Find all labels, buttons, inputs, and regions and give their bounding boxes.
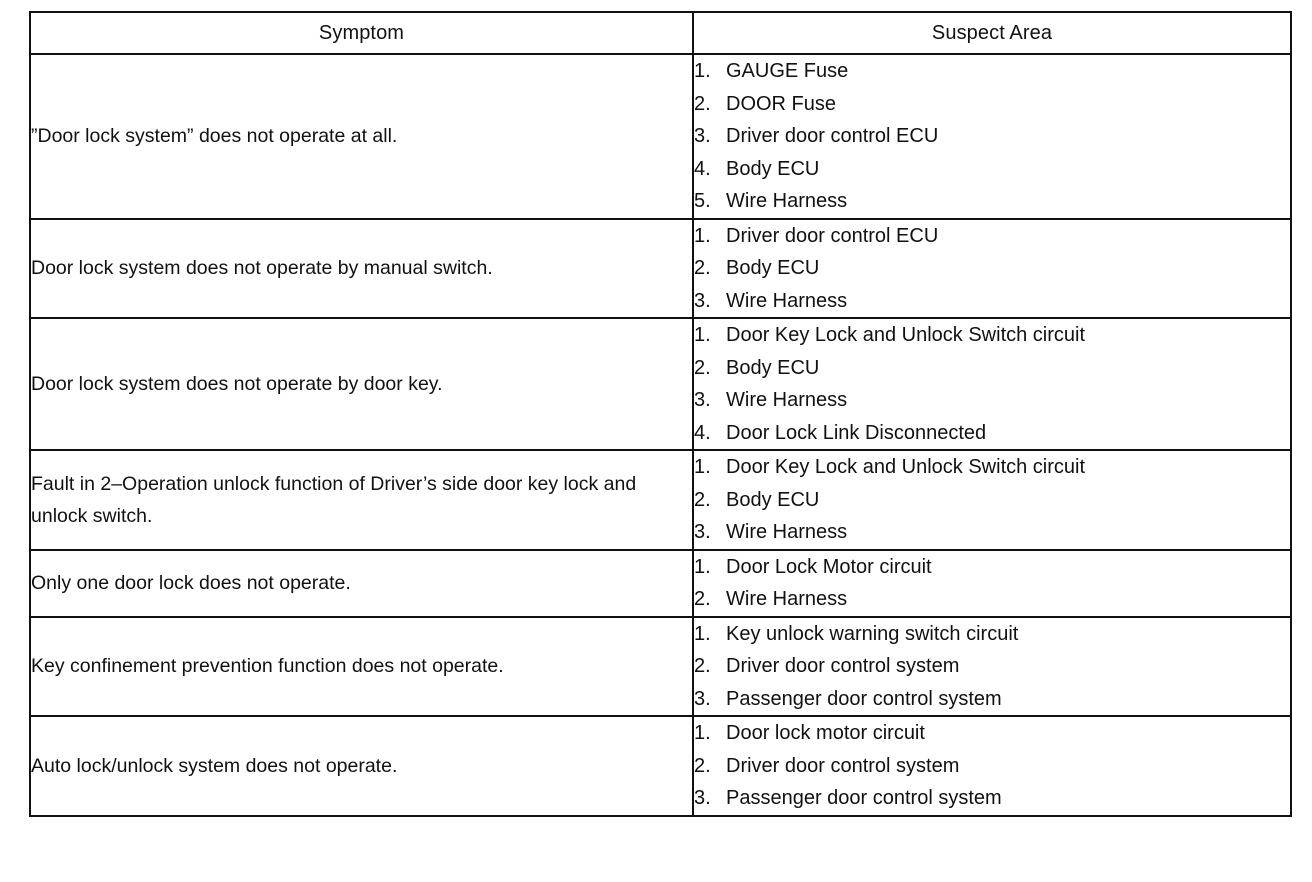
item-number: 2.: [694, 257, 711, 279]
suspect-area-item: [694, 220, 1290, 253]
item-text: Wire Harness: [726, 289, 848, 312]
item-number: 2.: [694, 356, 711, 379]
item-number: 1.: [694, 555, 711, 578]
suspect-area-item: [694, 185, 1290, 218]
item-text: Door Lock Link Disconnected: [726, 421, 987, 444]
suspect-area-cell: [693, 617, 1291, 717]
item-text: Driver door control system: [726, 655, 960, 677]
suspect-area-item: [694, 252, 1290, 285]
troubleshooting-table: [29, 11, 1292, 817]
table-row: [30, 54, 1291, 219]
suspect-area-list: [694, 451, 1290, 549]
suspect-area-cell: [693, 318, 1291, 450]
suspect-area-item: [694, 650, 1290, 683]
item-text: Body ECU: [726, 157, 820, 180]
table-body: [30, 54, 1291, 816]
suspect-area-list: [694, 618, 1290, 716]
suspect-area-list: [694, 717, 1290, 815]
item-text: Driver door control ECU: [726, 224, 939, 247]
suspect-area-item: [694, 451, 1290, 484]
item-number: 2.: [694, 92, 711, 115]
item-text: Driver door control system: [726, 754, 960, 777]
suspect-area-item: [694, 618, 1290, 651]
item-number: 1.: [694, 60, 711, 82]
table-row: [30, 219, 1291, 319]
item-number: 2.: [694, 655, 711, 677]
header-row: [30, 12, 1291, 54]
item-number: 1.: [694, 722, 711, 744]
suspect-area-item: [694, 285, 1290, 318]
item-number: 2.: [694, 588, 711, 610]
symptom-cell: Only one door lock does not operate.: [30, 550, 693, 617]
table-row: [30, 617, 1291, 717]
symptom-cell: Key confinement prevention function does not operate.: [30, 617, 693, 717]
symptom-cell: Door lock system does not operate by door key.: [30, 318, 693, 450]
item-text: Wire Harness: [726, 389, 848, 411]
suspect-area-item: [694, 417, 1290, 450]
suspect-area-item: [694, 88, 1290, 121]
table-row: [30, 550, 1291, 617]
item-number: 3.: [694, 521, 711, 543]
table-row: [30, 318, 1291, 450]
item-number: 2.: [694, 488, 711, 511]
item-text: Passenger door control system: [726, 787, 1002, 809]
item-number: 3.: [694, 289, 711, 312]
item-text: Door Key Lock and Unlock Switch circuit: [726, 456, 1086, 478]
item-number: 3.: [694, 787, 711, 809]
item-text: Wire Harness: [726, 588, 848, 610]
item-text: Wire Harness: [726, 190, 848, 212]
suspect-area-item: [694, 551, 1290, 584]
symptom-cell: Door lock system does not operate by manual switch.: [30, 219, 693, 319]
symptom-cell: Auto lock/unlock system does not operate.: [30, 716, 693, 816]
suspect-area-cell: [693, 450, 1291, 550]
item-number: 3.: [694, 687, 711, 710]
item-text: GAUGE Fuse: [726, 60, 849, 82]
suspect-area-list: [694, 319, 1290, 449]
suspect-area-header: Suspect Area: [693, 12, 1291, 54]
suspect-area-list: [694, 55, 1290, 218]
item-number: 1.: [694, 456, 711, 478]
suspect-area-list: [694, 551, 1290, 616]
suspect-area-cell: [693, 219, 1291, 319]
item-number: 5.: [694, 190, 711, 212]
item-text: Key unlock warning switch circuit: [726, 622, 1019, 645]
item-number: 1.: [694, 324, 711, 346]
item-text: Door Key Lock and Unlock Switch circuit: [726, 324, 1086, 346]
suspect-area-item: [694, 717, 1290, 750]
suspect-area-item: [694, 782, 1290, 815]
item-text: Door lock motor circuit: [726, 722, 925, 744]
suspect-area-cell: [693, 716, 1291, 816]
item-text: DOOR Fuse: [726, 92, 837, 115]
suspect-area-item: [694, 55, 1290, 88]
item-text: Body ECU: [726, 356, 820, 379]
suspect-area-item: [694, 516, 1290, 549]
suspect-area-item: [694, 750, 1290, 783]
symptom-cell: ”Door lock system” does not operate at all.: [30, 54, 693, 219]
item-text: Door Lock Motor circuit: [726, 555, 932, 578]
table-row: [30, 450, 1291, 550]
item-text: Body ECU: [726, 488, 820, 511]
suspect-area-item: [694, 583, 1290, 616]
suspect-area-item: [694, 319, 1290, 352]
suspect-area-cell: [693, 54, 1291, 219]
item-number: 1.: [694, 622, 711, 645]
item-text: Wire Harness: [726, 521, 848, 543]
item-number: 4.: [694, 421, 711, 444]
suspect-area-cell: [693, 550, 1291, 617]
suspect-area-item: [694, 120, 1290, 153]
table-row: [30, 716, 1291, 816]
suspect-area-item: [694, 484, 1290, 517]
symptom-cell: Fault in 2–Operation unlock function of Driver’s side door key lock and unlock switch.: [30, 450, 693, 550]
item-number: 2.: [694, 754, 711, 777]
item-number: 3.: [694, 389, 711, 411]
item-text: Passenger door control system: [726, 687, 1002, 710]
item-number: 4.: [694, 157, 711, 180]
item-number: 1.: [694, 224, 711, 247]
item-text: Body ECU: [726, 257, 820, 279]
suspect-area-item: [694, 352, 1290, 385]
item-text: Driver door control ECU: [726, 125, 939, 147]
suspect-area-item: [694, 384, 1290, 417]
symptom-header: Symptom: [30, 12, 693, 54]
item-number: 3.: [694, 125, 711, 147]
suspect-area-item: [694, 153, 1290, 186]
suspect-area-list: [694, 220, 1290, 318]
suspect-area-item: [694, 683, 1290, 716]
